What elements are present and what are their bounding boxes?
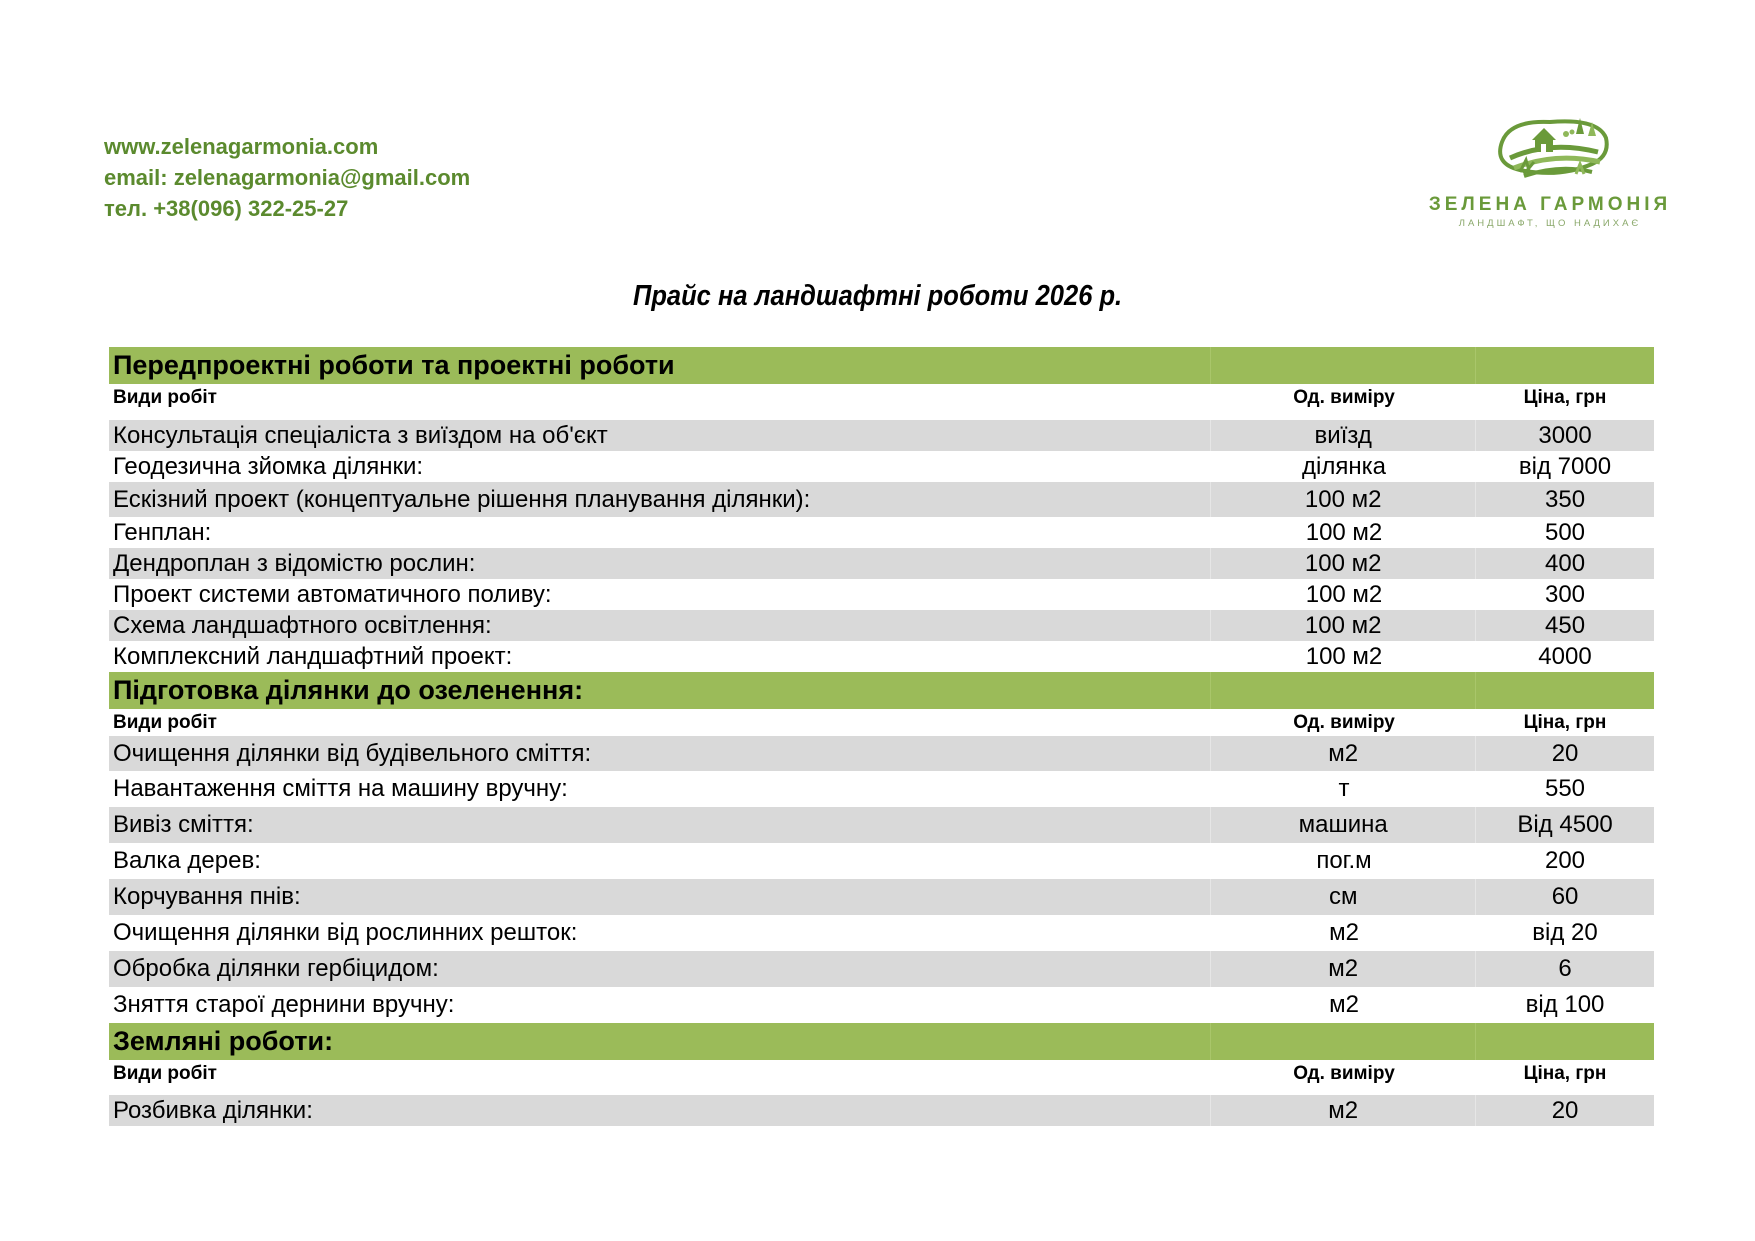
table-row: [109, 915, 1654, 951]
unit: 100 м2: [1211, 482, 1476, 517]
price: 60: [1551, 883, 1579, 910]
table-row: [109, 951, 1654, 987]
price: 4000: [1538, 642, 1592, 670]
col-unit: Од. виміру: [1293, 387, 1395, 408]
unit: ділянка: [1302, 452, 1386, 480]
column-header-row: [109, 384, 1654, 420]
column-header-row: [109, 1060, 1654, 1095]
house-landscape-icon: [1480, 112, 1620, 188]
price: 550: [1544, 775, 1586, 802]
table-row: [109, 807, 1654, 843]
price: 400: [1545, 549, 1586, 577]
work-name: Схема ландшафтного освітлення:: [109, 610, 1211, 641]
phone-text: тел. +38(096) 322-25-27: [104, 196, 349, 221]
table-row: [109, 736, 1654, 771]
logo-tagline: ЛАНДШАФТ, ЩО НАДИХАЄ: [1458, 218, 1642, 229]
unit: м2: [1211, 1095, 1476, 1126]
price-table: [109, 347, 1654, 1126]
contact-block: [104, 131, 470, 224]
price: 200: [1544, 847, 1586, 874]
price: від 100: [1525, 991, 1605, 1018]
work-name: Навантаження сміття на машину вручну:: [113, 775, 568, 802]
table-row: [109, 420, 1654, 451]
column-header-row: [109, 709, 1654, 736]
table-row: [109, 641, 1654, 672]
price: 500: [1544, 518, 1586, 546]
unit: м2: [1329, 991, 1359, 1018]
col-works: Види робіт: [113, 1063, 217, 1084]
price: від 7000: [1518, 452, 1612, 480]
table-row: [109, 879, 1654, 915]
website-link[interactable]: www.zelenagarmonia.com: [104, 134, 379, 159]
section-title: Земляні роботи:: [109, 1023, 1211, 1060]
section-header: [109, 347, 1654, 384]
section-header: [109, 672, 1654, 709]
unit: м2: [1211, 736, 1476, 771]
section-title: Передпроектні роботи та проектні роботи: [109, 347, 1211, 384]
col-works: Види робіт: [113, 387, 217, 408]
col-unit: Од. виміру: [1293, 712, 1395, 733]
col-price: Ціна, грн: [1523, 712, 1607, 733]
price: 350: [1545, 485, 1586, 513]
price: 450: [1545, 611, 1586, 639]
section-title: Підготовка ділянки до озеленення:: [109, 672, 1211, 709]
table-row: [109, 771, 1654, 807]
unit: 100 м2: [1305, 642, 1383, 670]
price: від 20: [1532, 919, 1598, 946]
work-name: Очищення ділянки від будівельного сміття:: [109, 736, 1211, 771]
unit: 100 м2: [1305, 580, 1383, 608]
work-name: Вивіз сміття:: [109, 807, 1211, 843]
unit: м2: [1211, 951, 1476, 987]
unit: 100 м2: [1211, 548, 1476, 579]
table-row: [109, 610, 1654, 641]
unit: виїзд: [1211, 420, 1476, 451]
work-name: Комплексний ландшафтний проект:: [113, 642, 513, 670]
page-title: Прайс на ландшафтні роботи 2026 р.: [632, 280, 1123, 312]
col-price: Ціна, грн: [1523, 387, 1607, 408]
work-name: Валка дерев:: [113, 847, 261, 874]
table-row: [109, 482, 1654, 517]
table-row: [109, 548, 1654, 579]
section-header: [109, 1023, 1654, 1060]
col-unit: Од. виміру: [1293, 1063, 1395, 1084]
table-row: [109, 987, 1654, 1023]
unit: 100 м2: [1305, 518, 1383, 546]
company-logo: [1420, 112, 1680, 237]
unit: т: [1338, 775, 1350, 802]
table-row: [109, 843, 1654, 879]
work-name: Очищення ділянки від рослинних решток:: [113, 919, 578, 946]
price: 300: [1544, 580, 1586, 608]
logo-name: ЗЕЛЕНА ГАРМОНІЯ: [1428, 194, 1672, 215]
price: Від 4500: [1517, 811, 1613, 838]
unit: 100 м2: [1211, 610, 1476, 641]
price: 3000: [1538, 421, 1592, 449]
price: 6: [1558, 955, 1572, 982]
col-price: Ціна, грн: [1523, 1063, 1607, 1084]
work-name: Генплан:: [113, 518, 212, 546]
email-text[interactable]: email: zelenagarmonia@gmail.com: [104, 165, 471, 190]
work-name: Розбивка ділянки:: [109, 1095, 1211, 1126]
price: 20: [1551, 739, 1579, 767]
price: 20: [1551, 1096, 1579, 1124]
table-row: [109, 517, 1654, 548]
table-row: [109, 451, 1654, 482]
work-name: Ескізний проект (концептуальне рішення планування ділянки):: [109, 482, 1211, 517]
unit: машина: [1211, 807, 1476, 843]
work-name: Геодезична зйомка ділянки:: [113, 452, 424, 480]
unit: м2: [1329, 919, 1359, 946]
col-works: Види робіт: [113, 712, 217, 733]
table-row: [109, 579, 1654, 610]
table-row: [109, 1095, 1654, 1126]
work-name: Зняття старої дернини вручну:: [113, 991, 455, 1018]
work-name: Проект системи автоматичного поливу:: [113, 580, 552, 608]
unit: пог.м: [1316, 847, 1372, 874]
work-name: Корчування пнів:: [109, 879, 1211, 915]
unit: см: [1211, 879, 1476, 915]
work-name: Консультація спеціаліста з виїздом на об'єкт: [109, 420, 1211, 451]
work-name: Дендроплан з відомістю рослин:: [109, 548, 1211, 579]
work-name: Обробка ділянки гербіцидом:: [109, 951, 1211, 987]
